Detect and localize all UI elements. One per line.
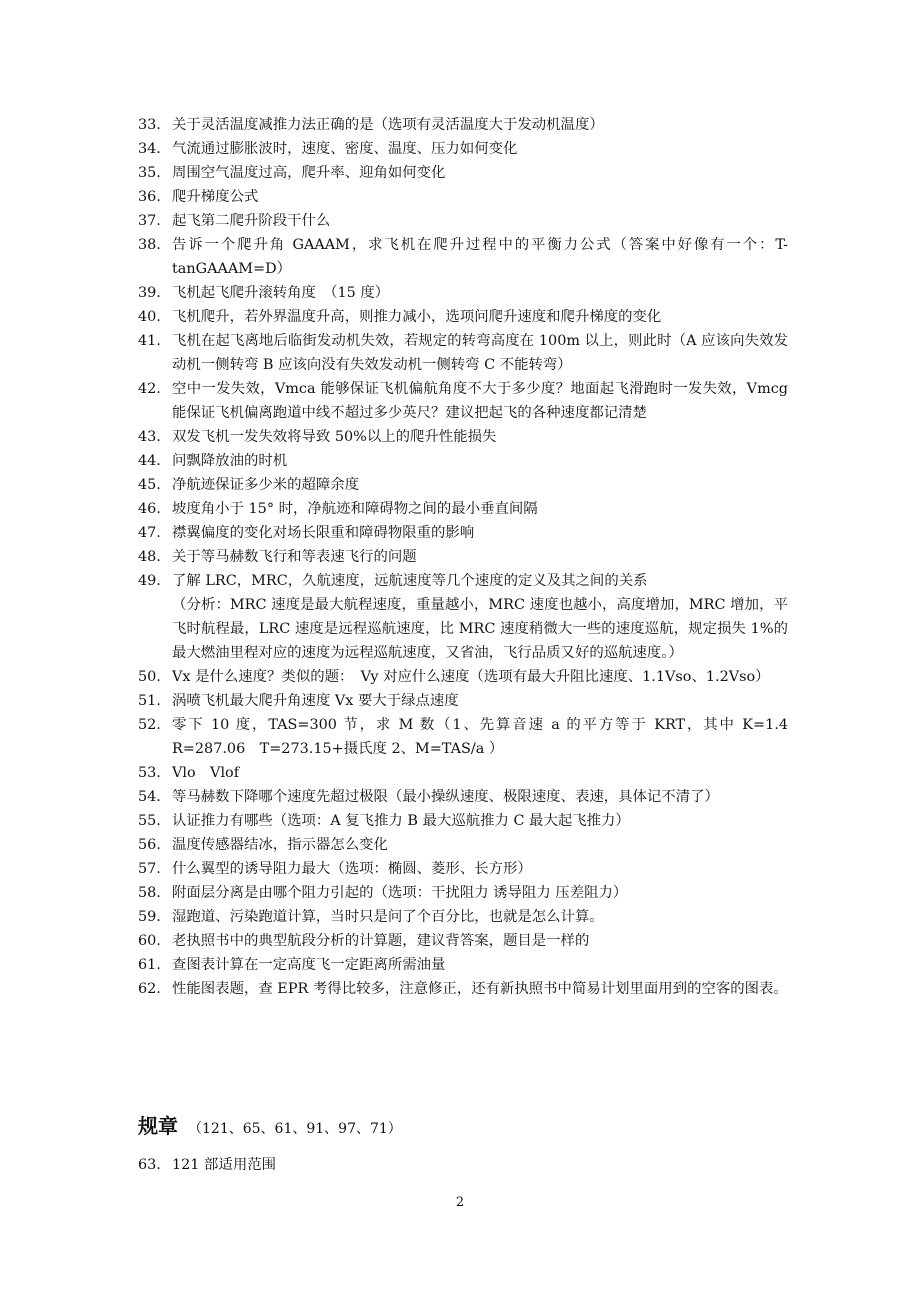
item-text: 老执照书中的典型航段分析的计算题，建议背答案，题目是一样的 — [172, 933, 590, 949]
page-number: 2 — [455, 1195, 465, 1210]
item-number: 45. — [138, 477, 161, 493]
item-text: 查图表计算在一定高度飞一定距离所需油量 — [172, 957, 446, 973]
item-text: 湿跑道、污染跑道计算，当时只是问了个百分比，也就是怎么计算。 — [172, 909, 604, 925]
item-number: 43. — [138, 429, 161, 445]
item-text: 坡度角小于 15° 时，净航迹和障碍物之间的最小垂直间隔 — [172, 501, 538, 517]
item-number: 53. — [138, 765, 161, 781]
item-number: 47. — [138, 525, 161, 541]
list-item — [138, 185, 788, 209]
list-item — [138, 785, 788, 809]
list-item — [138, 497, 788, 521]
item-text: 告诉一个爬升角 GAAAM，求飞机在爬升过程中的平衡力公式（答案中好像有一个：T-tanGAAAM=D） — [172, 237, 788, 277]
item-text: 起飞第二爬升阶段干什么 — [172, 213, 331, 229]
item-number: 54. — [138, 789, 161, 805]
list-item — [138, 809, 788, 833]
item-text: 121 部适用范围 — [172, 1157, 276, 1173]
item-number: 62. — [138, 981, 161, 997]
item-number: 51. — [138, 693, 161, 709]
item-number: 61. — [138, 957, 161, 973]
item-number: 60. — [138, 933, 161, 949]
list-item — [138, 689, 788, 713]
list-item — [138, 905, 788, 929]
list-item — [138, 305, 788, 329]
list-item — [138, 545, 788, 569]
section-title: 规章 — [138, 1114, 178, 1138]
list-item — [138, 521, 788, 545]
list-item — [138, 449, 788, 473]
item-text: 爬升梯度公式 — [172, 189, 259, 205]
list-item — [138, 425, 788, 449]
item-text: 周围空气温度过高，爬升率、迎角如何变化 — [172, 165, 446, 181]
list-item — [138, 137, 788, 161]
list-item — [138, 1153, 788, 1177]
item-text: 附面层分离是由哪个阻力引起的（选项：干扰阻力 诱导阻力 压差阻力） — [172, 885, 628, 901]
item-number: 49. — [138, 573, 161, 589]
list-item — [138, 977, 788, 1001]
list-item — [138, 473, 788, 497]
item-text: 什么翼型的诱导阻力最大（选项：椭圆、菱形、长方形） — [172, 861, 532, 877]
item-number: 34. — [138, 141, 161, 157]
item-number: 33. — [138, 117, 161, 133]
item-text: 飞机在起飞离地后临街发动机失效，若规定的转弯高度在 100m 以上，则此时（A 应该向失效发动机一侧转弯 B 应该向没有失效发动机一侧转弯 C 不能转弯） — [172, 333, 788, 373]
list-item — [138, 209, 788, 233]
item-number: 58. — [138, 885, 161, 901]
item-text: 关于等马赫数飞行和等表速飞行的问题 — [172, 549, 417, 565]
item-number: 52. — [138, 717, 161, 733]
list-item — [138, 281, 788, 305]
item-text: 空中一发失效，Vmca 能够保证飞机偏航角度不大于多少度？地面起飞滑跑时一发失效，Vmcg 能保证飞机偏离跑道中线不超过多少英尺？建议把起飞的各种速度都记清楚 — [172, 381, 788, 421]
item-text: 温度传感器结冰，指示器怎么变化 — [172, 837, 388, 853]
item-number: 56. — [138, 837, 161, 853]
item-number: 57. — [138, 861, 161, 877]
item-text: 零下 10 度，TAS=300 节，求 M 数（1、先算音速 a 的平方等于 KRT，其中 K=1.4 R=287.06 T=273.15+摄氏度 2、M=TAS/a ） — [172, 717, 788, 757]
item-text: 关于灵活温度减推力法正确的是（选项有灵活温度大于发动机温度） — [172, 117, 604, 133]
item-text: 涡喷飞机最大爬升角速度 Vx 要大于绿点速度 — [172, 693, 459, 709]
list-item — [138, 113, 788, 137]
item-number: 40. — [138, 309, 161, 325]
list-item — [138, 161, 788, 185]
item-number: 59. — [138, 909, 161, 925]
item-text: 襟翼偏度的变化对场长限重和障碍物限重的影响 — [172, 525, 475, 541]
analysis-note: （分析：MRC 速度是最大航程速度，重量越小，MRC 速度也越小，高度增加，MRC 增加，平飞时航程最，LRC 速度是远程巡航速度，比 MRC 速度稍微大一些的速度巡航，规定损失 1%的最大燃油里程对应的速度为远程巡航速度，又省油，飞行品质又好的巡航速度。） — [172, 597, 788, 661]
list-item — [138, 377, 788, 425]
item-number: 42. — [138, 381, 161, 397]
item-text: 问飘降放油的时机 — [172, 453, 288, 469]
item-text: 了解 LRC，MRC，久航速度，远航速度等几个速度的定义及其之间的关系 — [172, 573, 648, 589]
item-number: 38. — [138, 237, 161, 253]
item-text: 性能图表题，查 EPR 考得比较多，注意修正，还有新执照书中简易计划里面用到的空客的图表。 — [172, 981, 788, 997]
item-number: 41. — [138, 333, 161, 349]
item-number: 36. — [138, 189, 161, 205]
item-number: 50. — [138, 669, 161, 685]
item-text: Vlo Vlof — [172, 765, 240, 781]
item-number: 63. — [138, 1157, 161, 1173]
list-item — [138, 713, 788, 761]
list-item — [138, 569, 788, 593]
item-number: 48. — [138, 549, 161, 565]
item-text: 飞机爬升，若外界温度升高，则推力减小，选项问爬升速度和爬升梯度的变化 — [172, 309, 662, 325]
section-heading — [138, 1110, 788, 1139]
question-list — [138, 113, 788, 1001]
list-item — [138, 233, 788, 281]
item-number: 35. — [138, 165, 161, 181]
item-number: 46. — [138, 501, 161, 517]
list-item — [138, 329, 788, 377]
item-text: 双发飞机一发失效将导致 50%以上的爬升性能损失 — [172, 429, 497, 445]
item-text: 认证推力有哪些（选项：A 复飞推力 B 最大巡航推力 C 最大起飞推力） — [172, 813, 630, 829]
item-text: 飞机起飞爬升滚转角度 （15 度） — [172, 285, 390, 301]
item-number: 55. — [138, 813, 161, 829]
item-text: 净航迹保证多少米的超障余度 — [172, 477, 360, 493]
item-text: 气流通过膨胀波时，速度、密度、温度、压力如何变化 — [172, 141, 518, 157]
list-item — [138, 761, 788, 785]
list-item — [138, 953, 788, 977]
item-text: 等马赫数下降哪个速度先超过极限（最小操纵速度、极限速度、表速，具体记不清了） — [172, 789, 719, 805]
item-text: Vx 是什么速度？类似的题： Vy 对应什么速度（选项有最大升阻比速度、1.1Vso、1.2Vso） — [172, 669, 770, 685]
list-item — [138, 929, 788, 953]
item-number: 39. — [138, 285, 161, 301]
list-item — [138, 833, 788, 857]
list-item — [138, 857, 788, 881]
section-subtitle: （121、65、61、91、97、71） — [188, 1121, 402, 1137]
item-number: 44. — [138, 453, 161, 469]
item-number: 37. — [138, 213, 161, 229]
list-item — [138, 665, 788, 689]
list-item — [138, 881, 788, 905]
